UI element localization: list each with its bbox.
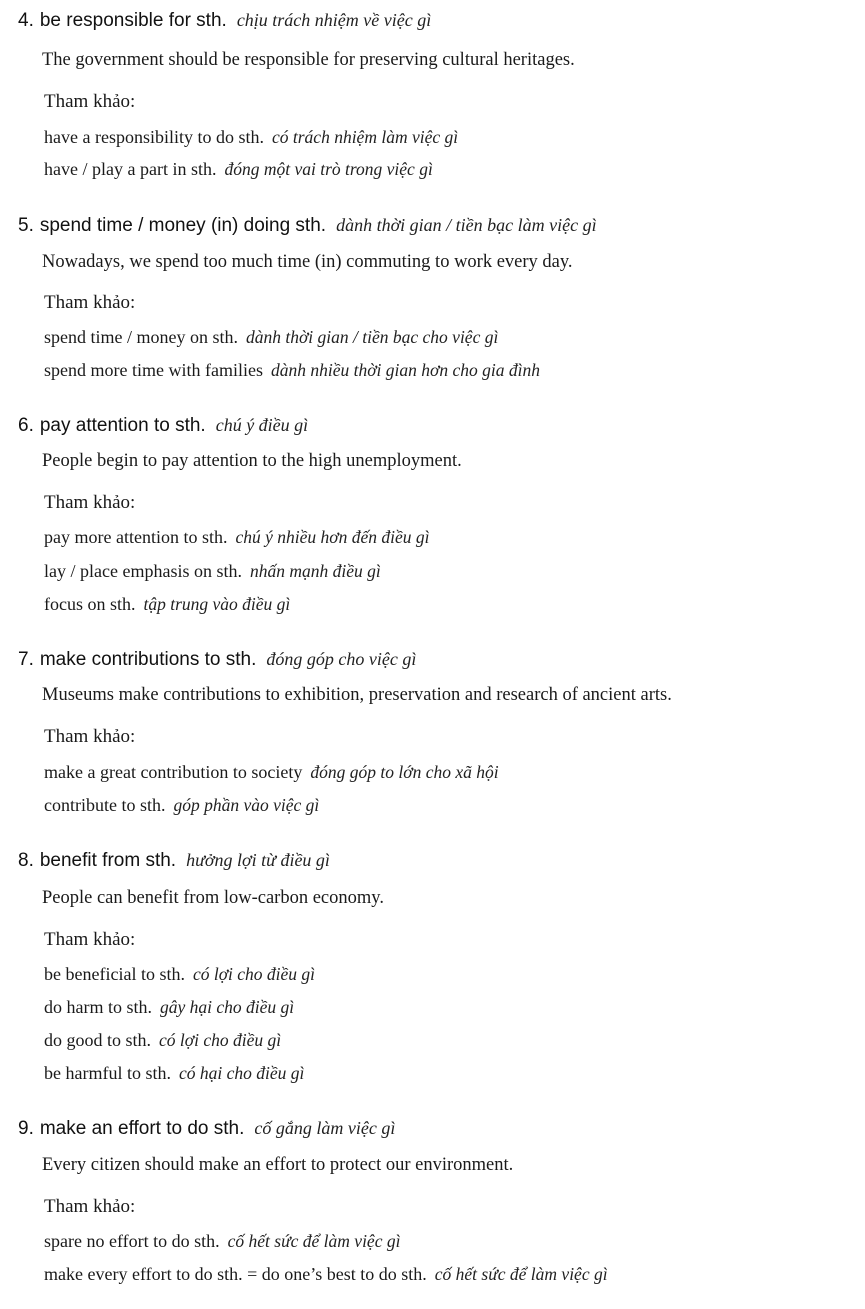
entry-meaning: chịu trách nhiệm về việc gì: [236, 10, 432, 30]
reference-item: [44, 556, 381, 586]
entry-example: People begin to pay attention to the high unemployment.: [42, 451, 462, 471]
entry-number: 5.: [18, 215, 34, 236]
reference-phrase: have a responsibility to do sth.: [44, 127, 264, 147]
reference-label: Tham khảo:: [44, 91, 136, 112]
reference-meaning: dành thời gian / tiền bạc cho việc gì: [245, 327, 499, 347]
entry-heading: [18, 1113, 395, 1143]
entry-phrase: make an effort to do sth.: [39, 1118, 245, 1139]
entry-phrase: be responsible for sth.: [39, 10, 227, 31]
reference-label: Tham khảo:: [44, 292, 136, 313]
reference-meaning: nhấn mạnh điều gì: [249, 561, 381, 581]
reference-phrase: focus on sth.: [44, 594, 136, 614]
reference-meaning: có trách nhiệm làm việc gì: [271, 127, 459, 147]
entry-phrase: benefit from sth.: [39, 850, 177, 871]
entry-example: People can benefit from low-carbon economy.: [42, 888, 384, 908]
entry-heading: [18, 644, 416, 674]
reference-label: Tham khảo:: [44, 1196, 136, 1217]
reference-phrase: spend time / money on sth.: [44, 327, 238, 347]
entry-heading: [18, 210, 597, 240]
reference-meaning: cố hết sức để làm việc gì: [434, 1264, 608, 1284]
reference-meaning: cố hết sức để làm việc gì: [227, 1231, 401, 1251]
entry-meaning: đóng góp cho việc gì: [266, 649, 417, 669]
entry-example: Every citizen should make an effort to protect our environment.: [42, 1155, 514, 1175]
reference-phrase: make every effort to do sth. = do one’s best to do sth.: [44, 1264, 427, 1284]
entry-meaning: dành thời gian / tiền bạc làm việc gì: [336, 215, 597, 235]
reference-item: [44, 1226, 400, 1256]
reference-label: Tham khảo:: [44, 492, 136, 513]
reference-item: [44, 322, 498, 352]
reference-phrase: make a great contribution to society: [44, 762, 303, 782]
reference-meaning: có lợi cho điều gì: [192, 964, 316, 984]
reference-phrase: spare no effort to do sth.: [44, 1231, 220, 1251]
entry-heading: [18, 410, 308, 440]
entry-meaning: cố gắng làm việc gì: [254, 1118, 396, 1138]
entry-heading: [18, 845, 330, 875]
reference-meaning: đóng một vai trò trong việc gì: [224, 159, 433, 179]
reference-item: [44, 154, 433, 184]
reference-item: [44, 522, 429, 552]
reference-phrase: pay more attention to sth.: [44, 527, 228, 547]
reference-item: [44, 1259, 608, 1289]
reference-item: [44, 1058, 304, 1088]
reference-label: Tham khảo:: [44, 929, 136, 950]
entry-number: 4.: [18, 10, 34, 31]
reference-item: [44, 959, 315, 989]
reference-phrase: spend more time with families: [44, 360, 263, 380]
entry-number: 6.: [18, 415, 34, 436]
reference-meaning: tập trung vào điều gì: [143, 594, 291, 614]
reference-item: [44, 589, 290, 619]
reference-meaning: có lợi cho điều gì: [159, 1030, 282, 1050]
entry-meaning: hưởng lợi từ điều gì: [186, 850, 330, 870]
entry-example: Museums make contributions to exhibition, preservation and research of ancient arts.: [42, 685, 672, 705]
entry-example: Nowadays, we spend too much time (in) commuting to work every day.: [42, 252, 573, 272]
entry-number: 9.: [18, 1118, 34, 1139]
reference-meaning: có hại cho điều gì: [178, 1063, 305, 1083]
entry-meaning: chú ý điều gì: [215, 415, 309, 435]
reference-phrase: lay / place emphasis on sth.: [44, 561, 242, 581]
reference-item: [44, 790, 319, 820]
reference-meaning: gây hại cho điều gì: [160, 997, 295, 1017]
reference-item: [44, 757, 499, 787]
reference-meaning: chú ý nhiều hơn đến điều gì: [235, 527, 430, 547]
reference-item: [44, 992, 294, 1022]
reference-phrase: be harmful to sth.: [44, 1063, 171, 1083]
reference-label: Tham khảo:: [44, 726, 136, 747]
entry-number: 8.: [18, 850, 34, 871]
reference-meaning: dành nhiều thời gian hơn cho gia đình: [270, 360, 540, 380]
entry-phrase: pay attention to sth.: [39, 415, 206, 436]
reference-item: [44, 122, 458, 152]
entry-number: 7.: [18, 649, 34, 670]
entry-phrase: make contributions to sth.: [39, 649, 257, 670]
reference-meaning: góp phần vào việc gì: [173, 795, 320, 815]
entry-phrase: spend time / money (in) doing sth.: [39, 215, 327, 236]
reference-phrase: do harm to sth.: [44, 997, 152, 1017]
reference-phrase: do good to sth.: [44, 1030, 152, 1050]
entry-heading: [18, 5, 431, 35]
reference-item: [44, 355, 540, 385]
entry-example: The government should be responsible for preserving cultural heritages.: [42, 50, 575, 70]
reference-meaning: đóng góp to lớn cho xã hội: [310, 762, 499, 782]
reference-phrase: have / play a part in sth.: [44, 159, 217, 179]
reference-phrase: contribute to sth.: [44, 795, 166, 815]
reference-phrase: be beneficial to sth.: [44, 964, 185, 984]
reference-item: [44, 1025, 281, 1055]
